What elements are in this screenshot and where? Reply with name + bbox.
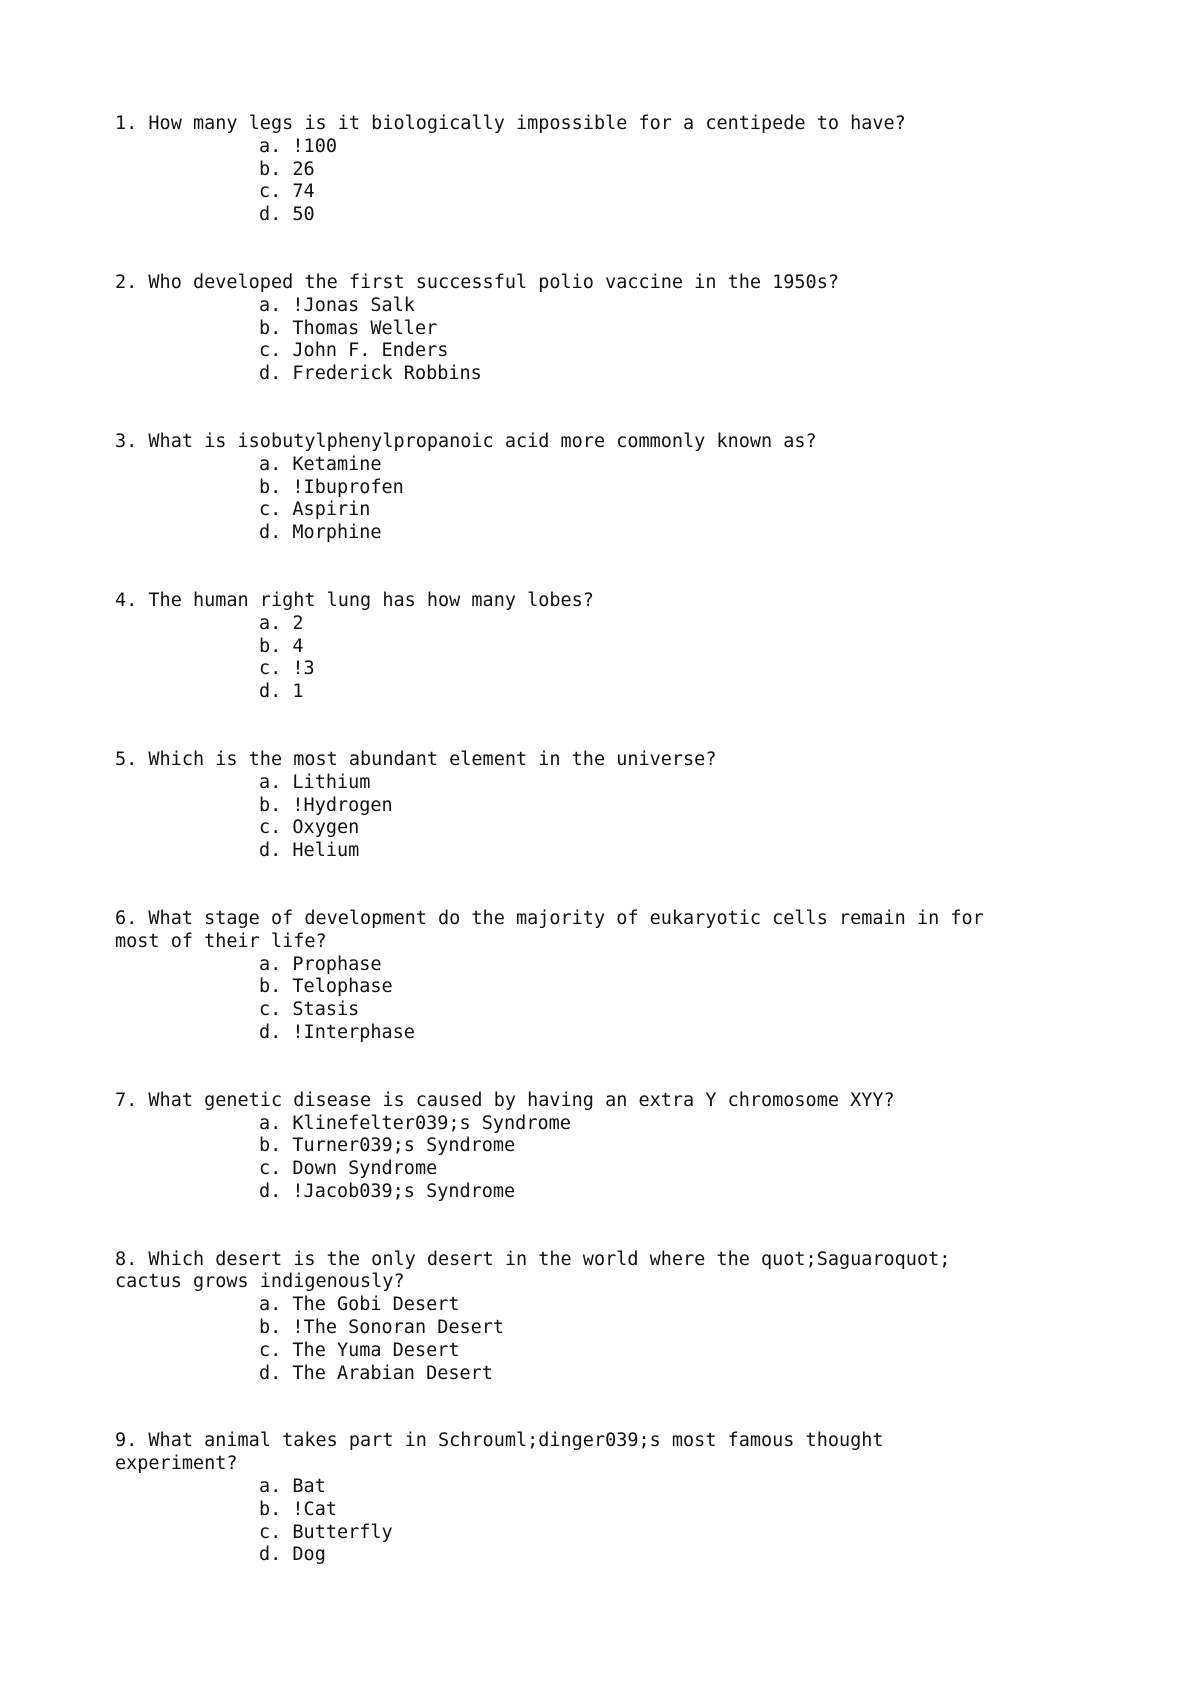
answer-option <box>259 318 1115 341</box>
option-letter: a. <box>259 612 282 634</box>
question-prompt: Who developed the first successful polio vaccine in the 1950s? <box>148 271 839 293</box>
question-8 <box>115 1249 1115 1386</box>
question-text <box>115 1430 1115 1476</box>
answer-option <box>259 954 1115 977</box>
question-9 <box>115 1430 1115 1567</box>
option-letter: b. <box>259 794 282 816</box>
question-2 <box>115 272 1115 386</box>
question-text <box>115 1090 1115 1113</box>
question-prompt: What stage of development do the majority of eukaryotic cells remain in for most of their life? <box>115 907 984 952</box>
option-text: !Hydrogen <box>292 794 393 816</box>
answer-option <box>259 499 1115 522</box>
answer-option <box>259 1544 1115 1567</box>
option-letter: c. <box>259 1158 282 1180</box>
question-text <box>115 590 1115 613</box>
question-number: 8. <box>115 1248 138 1270</box>
option-text: Butterfly <box>292 1521 393 1543</box>
answer-option <box>259 340 1115 363</box>
option-letter: d. <box>259 363 282 385</box>
option-text: Telophase <box>292 976 393 998</box>
option-letter: b. <box>259 1135 282 1157</box>
answer-option <box>259 976 1115 999</box>
option-letter: c. <box>259 1521 282 1543</box>
option-text: 4 <box>292 635 304 657</box>
question-7 <box>115 1090 1115 1204</box>
option-text: !Jacob039;s Syndrome <box>292 1180 516 1202</box>
option-text: Down Syndrome <box>292 1158 438 1180</box>
answer-option <box>259 522 1115 545</box>
answer-option <box>259 772 1115 795</box>
option-letter: a. <box>259 1294 282 1316</box>
option-text: Helium <box>292 840 360 862</box>
option-text: 2 <box>292 612 304 634</box>
answer-options <box>115 954 1115 1045</box>
option-letter: b. <box>259 635 282 657</box>
question-text <box>115 431 1115 454</box>
answer-option <box>259 1340 1115 1363</box>
option-text: The Yuma Desert <box>292 1339 460 1361</box>
question-text <box>115 272 1115 295</box>
option-letter: a. <box>259 1476 282 1498</box>
option-text: Lithium <box>292 771 371 793</box>
answer-option <box>259 999 1115 1022</box>
option-text: Prophase <box>292 953 382 975</box>
option-text: Aspirin <box>292 499 371 521</box>
option-text: !Cat <box>292 1498 337 1520</box>
option-letter: b. <box>259 476 282 498</box>
option-letter: c. <box>259 181 282 203</box>
option-text: Stasis <box>292 999 360 1021</box>
option-text: 1 <box>292 681 304 703</box>
answer-option <box>259 1317 1115 1340</box>
option-text: The Arabian Desert <box>292 1362 493 1384</box>
option-text: !Interphase <box>292 1021 415 1043</box>
option-text: Turner039;s Syndrome <box>292 1135 516 1157</box>
question-number: 5. <box>115 748 138 770</box>
answer-option <box>259 1499 1115 1522</box>
option-text: Bat <box>292 1476 326 1498</box>
option-text: 50 <box>292 204 315 226</box>
option-text: John F. Enders <box>292 340 449 362</box>
option-text: Klinefelter039;s Syndrome <box>292 1112 571 1134</box>
question-text <box>115 1249 1115 1295</box>
option-letter: d. <box>259 204 282 226</box>
option-letter: b. <box>259 976 282 998</box>
option-letter: b. <box>259 1317 282 1339</box>
answer-options <box>115 772 1115 863</box>
answer-option <box>259 1135 1115 1158</box>
option-letter: b. <box>259 158 282 180</box>
question-prompt: The human right lung has how many lobes? <box>148 589 594 611</box>
option-text: !Ibuprofen <box>292 476 404 498</box>
option-letter: a. <box>259 771 282 793</box>
option-text: 74 <box>292 181 315 203</box>
option-text: !100 <box>292 135 337 157</box>
answer-options <box>115 1476 1115 1567</box>
option-letter: d. <box>259 522 282 544</box>
answer-option <box>259 1022 1115 1045</box>
option-letter: d. <box>259 1021 282 1043</box>
option-letter: a. <box>259 953 282 975</box>
question-1 <box>115 113 1115 227</box>
question-text <box>115 908 1115 954</box>
question-3 <box>115 431 1115 545</box>
option-letter: c. <box>259 1339 282 1361</box>
question-prompt: Which desert is the only desert in the world where the quot;Saguaroquot; cactus grows indigenously? <box>115 1248 951 1293</box>
answer-option <box>259 295 1115 318</box>
answer-option <box>259 363 1115 386</box>
answer-option <box>259 1522 1115 1545</box>
answer-option <box>259 1181 1115 1204</box>
question-6 <box>115 908 1115 1045</box>
option-text: Dog <box>292 1544 326 1566</box>
quiz-document <box>115 113 1115 1612</box>
option-letter: c. <box>259 999 282 1021</box>
answer-option <box>259 477 1115 500</box>
option-text: 26 <box>292 158 315 180</box>
option-text: Morphine <box>292 522 382 544</box>
answer-option <box>259 795 1115 818</box>
option-letter: d. <box>259 1362 282 1384</box>
question-prompt: What genetic disease is caused by having an extra Y chromosome XYY? <box>148 1089 895 1111</box>
question-prompt: What is isobutylphenylpropanoic acid more commonly known as? <box>148 430 817 452</box>
option-text: !Jonas Salk <box>292 294 415 316</box>
question-number: 6. <box>115 907 138 929</box>
answer-options <box>115 136 1115 227</box>
answer-option <box>259 817 1115 840</box>
question-5 <box>115 749 1115 863</box>
option-letter: c. <box>259 658 282 680</box>
option-letter: d. <box>259 1544 282 1566</box>
answer-option <box>259 204 1115 227</box>
answer-option <box>259 1158 1115 1181</box>
option-letter: d. <box>259 840 282 862</box>
option-letter: c. <box>259 340 282 362</box>
answer-option <box>259 159 1115 182</box>
question-number: 1. <box>115 113 138 134</box>
option-text: Oxygen <box>292 817 360 839</box>
option-letter: a. <box>259 1112 282 1134</box>
answer-options <box>115 1294 1115 1385</box>
option-text: !3 <box>292 658 315 680</box>
question-number: 2. <box>115 271 138 293</box>
answer-option <box>259 658 1115 681</box>
answer-options <box>115 454 1115 545</box>
answer-option <box>259 136 1115 159</box>
question-text <box>115 749 1115 772</box>
answer-options <box>115 1113 1115 1204</box>
answer-option <box>259 454 1115 477</box>
question-text <box>115 113 1115 136</box>
answer-options <box>115 613 1115 704</box>
option-letter: a. <box>259 135 282 157</box>
answer-option <box>259 613 1115 636</box>
option-text: Frederick Robbins <box>292 363 482 385</box>
answer-option <box>259 1476 1115 1499</box>
question-number: 3. <box>115 430 138 452</box>
answer-options <box>115 295 1115 386</box>
option-letter: d. <box>259 681 282 703</box>
question-number: 7. <box>115 1089 138 1111</box>
option-text: Ketamine <box>292 453 382 475</box>
option-letter: a. <box>259 453 282 475</box>
option-letter: c. <box>259 499 282 521</box>
option-letter: c. <box>259 817 282 839</box>
question-number: 9. <box>115 1430 138 1452</box>
option-text: Thomas Weller <box>292 317 438 339</box>
answer-option <box>259 681 1115 704</box>
question-number: 4. <box>115 589 138 611</box>
answer-option <box>259 840 1115 863</box>
question-prompt: Which is the most abundant element in the universe? <box>148 748 717 770</box>
question-prompt: How many legs is it biologically impossible for a centipede to have? <box>148 113 906 134</box>
question-4 <box>115 590 1115 704</box>
option-letter: a. <box>259 294 282 316</box>
option-text: !The Sonoran Desert <box>292 1317 505 1339</box>
answer-option <box>259 181 1115 204</box>
answer-option <box>259 1113 1115 1136</box>
option-text: The Gobi Desert <box>292 1294 460 1316</box>
question-prompt: What animal takes part in Schrouml;dinger039;s most famous thought experiment? <box>115 1430 884 1475</box>
answer-option <box>259 636 1115 659</box>
option-letter: b. <box>259 317 282 339</box>
answer-option <box>259 1294 1115 1317</box>
option-letter: d. <box>259 1180 282 1202</box>
answer-option <box>259 1363 1115 1386</box>
option-letter: b. <box>259 1498 282 1520</box>
